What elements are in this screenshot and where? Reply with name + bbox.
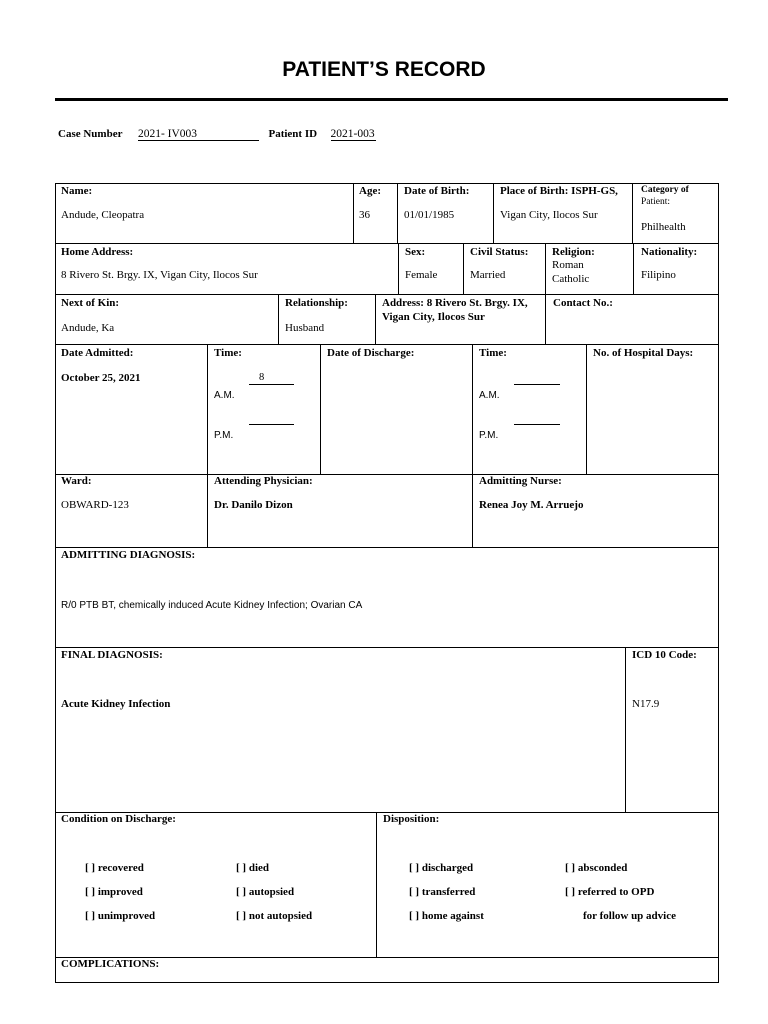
case-number-value[interactable]: 2021- IV003 [138,128,259,141]
case-number-label: Case Number [58,128,123,140]
patient-id-label: Patient ID [268,128,318,140]
disposition-label: Disposition: [383,813,440,825]
pob-label: Place of Birth: ISPH-GS, [500,185,618,197]
civil-status-value: Married [470,269,506,281]
category-label-2: Patient: [641,197,671,207]
disposition-follow-up: for follow up advice [583,910,676,922]
icd-value: N17.9 [632,698,660,710]
religion-value-2: Catholic [552,273,590,285]
age-value: 36 [359,209,370,221]
page-title: PATIENT’S RECORD [282,58,486,81]
admit-pm-line [249,424,294,425]
admit-pm-label: P.M. [214,430,234,441]
disposition-discharged[interactable]: [ ] discharged [409,862,474,874]
admit-time-label: Time: [214,347,242,359]
date-discharge-cell[interactable] [320,344,473,475]
religion-label: Religion: [552,246,595,258]
next-of-kin-value: Andude, Ka [61,322,115,334]
age-label: Age: [359,185,381,197]
civil-status-label: Civil Status: [470,246,529,258]
condition-autopsied[interactable]: [ ] autopsied [236,886,295,898]
discharge-time-label: Time: [479,347,507,359]
nationality-value: Filipino [641,269,676,281]
pob-value: Vigan City, Ilocos Sur [500,209,598,221]
name-label: Name: [61,185,93,197]
sex-value: Female [405,269,438,281]
dob-value: 01/01/1985 [404,209,455,221]
condition-recovered[interactable]: [ ] recovered [85,862,144,874]
icd-label: ICD 10 Code: [632,649,697,661]
disposition-transferred[interactable]: [ ] transferred [409,886,476,898]
icd-cell[interactable] [625,647,719,813]
home-address-value: 8 Rivero St. Brgy. IX, Vigan City, Ilocos Sur [61,269,258,281]
condition-not-autopsied[interactable]: [ ] not autopsied [236,910,313,922]
discharge-pm-line [514,424,560,425]
patient-id-value[interactable]: 2021-003 [330,128,375,140]
admit-am-line [249,384,294,385]
nurse-label: Admitting Nurse: [479,475,562,487]
condition-label: Condition on Discharge: [61,813,176,825]
condition-died[interactable]: [ ] died [236,862,269,874]
category-label-1: Category of [641,185,689,195]
discharge-time-cell[interactable] [472,344,587,475]
nationality-label: Nationality: [641,246,698,258]
dob-label: Date of Birth: [404,185,470,197]
date-admitted-label: Date Admitted: [61,347,134,359]
condition-improved[interactable]: [ ] improved [85,886,143,898]
date-admitted-cell[interactable] [55,344,208,475]
disposition-home-against[interactable]: [ ] home against [409,910,484,922]
admit-am-label: A.M. [214,390,235,401]
complications-label: COMPLICATIONS: [61,958,160,970]
final-diagnosis-label: FINAL DIAGNOSIS: [61,649,163,661]
religion-value-1: Roman [552,259,584,271]
disposition-absconded[interactable]: [ ] absconded [565,862,628,874]
admitting-diagnosis-cell[interactable] [55,547,719,648]
name-value: Andude, Cleopatra [61,209,145,221]
hospital-days-label: No. of Hospital Days: [593,347,694,359]
admit-time-cell[interactable] [207,344,321,475]
sex-label: Sex: [405,246,426,258]
discharge-pm-label: P.M. [479,430,499,441]
hospital-days-cell[interactable] [586,344,719,475]
case-line [58,128,376,141]
nurse-value: Renea Joy M. Arruejo [479,499,584,511]
title-rule [55,98,728,101]
discharge-am-label: A.M. [479,390,500,401]
admitting-diagnosis-label: ADMITTING DIAGNOSIS: [61,549,196,561]
physician-value: Dr. Danilo Dizon [214,499,293,511]
condition-unimproved[interactable]: [ ] unimproved [85,910,156,922]
kin-address-line2: Vigan City, Ilocos Sur [382,311,485,323]
disposition-referred-opd[interactable]: [ ] referred to OPD [565,886,655,898]
contact-label: Contact No.: [553,297,613,309]
condition-cell[interactable] [55,812,377,958]
next-of-kin-label: Next of Kin: [61,297,120,309]
admitting-diagnosis-value: R/0 PTB BT, chemically induced Acute Kidney Infection; Ovarian CA [61,600,363,611]
ward-label: Ward: [61,475,92,487]
final-diagnosis-value: Acute Kidney Infection [61,698,171,710]
date-admitted-value: October 25, 2021 [61,372,141,384]
admit-time-am-value: 8 [259,372,265,383]
physician-label: Attending Physician: [214,475,313,487]
disposition-cell[interactable] [376,812,719,958]
category-value: Philhealth [641,221,686,233]
kin-address-line1: Address: 8 Rivero St. Brgy. IX, [382,297,528,309]
ward-value: OBWARD-123 [61,499,129,511]
date-discharge-label: Date of Discharge: [327,347,415,359]
relationship-label: Relationship: [285,297,348,309]
home-address-label: Home Address: [61,246,134,258]
relationship-value: Husband [285,322,325,334]
final-diagnosis-cell[interactable] [55,647,626,813]
discharge-am-line [514,384,560,385]
